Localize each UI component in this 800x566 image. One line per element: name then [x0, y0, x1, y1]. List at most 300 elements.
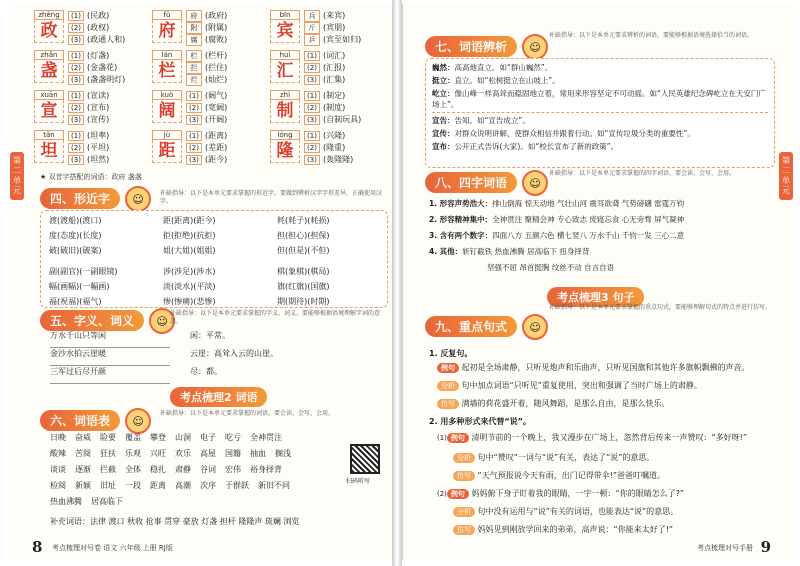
s7-term: 宣告：: [432, 116, 455, 125]
s7-term: 巍然：: [432, 63, 455, 72]
char-word: (差距): [205, 143, 228, 152]
left-page: [10, 4, 393, 560]
s7-row: [432, 141, 768, 152]
char-word: (栏杆): [205, 51, 228, 60]
char-word-row: [186, 90, 227, 101]
s5-list: [50, 330, 386, 384]
s6-row: [50, 464, 340, 480]
s4-item: 副(副官)(一副眼镜): [49, 267, 118, 276]
s6-word: 居高临下: [91, 497, 123, 506]
char-card: [152, 50, 266, 88]
char-word-row: [186, 34, 227, 46]
char-word-row: [186, 142, 227, 153]
char-card: [34, 50, 148, 88]
char-word: (宾至如归): [323, 35, 362, 44]
s7-header: [425, 34, 548, 60]
char-word-row: [186, 22, 227, 34]
s9-1-example-text: 起初是全场肃静，只听见炮声和乐曲声，只听见国旗和其他许多旗帜飘拂的声音。: [461, 363, 750, 372]
s4-item: 淡(淡水)(平淡): [163, 282, 216, 291]
char-card: [34, 90, 148, 128]
s6-word: 稳扎: [150, 465, 166, 474]
s5-phrase: 三军过后尽开颜: [50, 366, 170, 384]
right-footer: 考点梳理对号手册: [697, 544, 753, 552]
char-word-row: [304, 62, 345, 73]
s6-extra: 补充词语：法律 渡口 秋收 抢事 贯穿 豪放 灯盏 担杆 隆隆声 斑斓 浏览: [50, 517, 300, 526]
right-page: [402, 4, 793, 560]
s6-list: [50, 432, 340, 512]
char-form: (1): [186, 131, 202, 141]
char-glyph: 隆: [270, 140, 300, 163]
char-word-row: [68, 154, 109, 165]
s8-category: 2. 形容精神集中：: [429, 215, 493, 224]
char-form: (1): [304, 91, 320, 101]
char-pinyin: xuān: [34, 90, 64, 100]
s6-row: [50, 480, 340, 496]
s4-item: 涉(涉足)(涉水): [163, 267, 216, 276]
s5-guide: 补缺指导：以下是本单元要求掌握的字义、词义。要能够根据语境理解字词的意思。: [170, 310, 381, 325]
s6-word: 抽血: [250, 449, 266, 458]
s6-word: 一段: [125, 481, 141, 490]
char-glyph: 坦: [34, 140, 64, 163]
s6-word: 高屋: [200, 449, 216, 458]
char-word-row: [68, 34, 125, 45]
s7-box: [425, 58, 775, 168]
tag-example: 例句: [437, 363, 459, 373]
char-form: (2): [304, 103, 320, 113]
s9-2a-imitate-text: “天气预报说今天有雨，出门记得带伞!”爸爸叮嘱道。: [477, 471, 666, 480]
mascot-icon: ☺: [125, 408, 151, 434]
s4-guide: 补缺指导：以下是本单元要求掌握的形近字。要做到辨析汉字字形差异，正确使用汉字。: [160, 190, 383, 205]
char-word: (制定): [323, 91, 346, 100]
s7-guide: 补缺指导：以下是本单元要求辨析的词语，要能够根据语境选择恰当的词语。: [549, 32, 754, 39]
s6-word: 检阅: [50, 481, 66, 490]
s8-row: [429, 244, 777, 260]
char-form: 附: [186, 22, 202, 34]
s5-phrase: 万水千山只等闲: [50, 330, 170, 348]
char-card: [152, 130, 266, 168]
s4-box: [40, 210, 388, 308]
s5-title: 五、字义、词义: [40, 310, 144, 331]
s7-title: 七、词语辨析: [425, 36, 517, 57]
char-form: (1): [68, 131, 84, 141]
char-word: (政通人和): [87, 35, 126, 44]
s7-row: [432, 128, 768, 139]
s6-word: 乐观: [125, 449, 141, 458]
mascot-icon: ☺: [522, 314, 548, 340]
s8-words: 全神贯注 聚精会神 专心致志 废寝忘食 心无旁骛 屏气凝神: [492, 215, 685, 224]
s6-word: 距离: [150, 481, 166, 490]
mascot-icon: ☺: [522, 34, 548, 60]
s6-word: 于群跃: [225, 481, 249, 490]
char-word: (腐败): [205, 35, 228, 44]
s8-words: 坚强不屈 昂首挺胸 纹丝不动 自言自语: [487, 263, 615, 272]
char-glyph: 府: [152, 20, 182, 43]
s9-2b-analysis: [453, 506, 777, 517]
s7-def: 像山峰一样高耸而稳固地立着，常用来形容坚定不可动摇。如“人民英雄纪念碑屹立在天安门广场上”。: [432, 89, 766, 109]
s4-item: 担(担心)(担保): [277, 231, 330, 240]
char-form: (3): [304, 75, 320, 85]
char-glyph: 盏: [34, 60, 64, 83]
char-glyph: 宾: [270, 20, 300, 43]
char-word: (距离): [205, 131, 228, 140]
char-word: (拦住): [205, 63, 228, 72]
s9-2-title: 2. 用多种形式来代替“说”。: [429, 417, 531, 426]
char-word-row: [68, 50, 109, 61]
s8-row: [429, 196, 777, 212]
char-card: [270, 10, 384, 48]
char-word: (制度): [323, 103, 346, 112]
tag-imitate: 仿写: [453, 471, 475, 481]
s7-def: 对群众说明讲解，使群众相信并跟着行动。如“宣传垃圾分类的重要性”。: [454, 129, 695, 138]
char-word: (平坦): [87, 143, 110, 152]
char-word-row: [304, 102, 345, 113]
char-word: (距今): [205, 155, 228, 164]
char-word-row: [304, 10, 345, 22]
char-word-row: [186, 130, 227, 141]
kp2-title: 考点梳理2 词语: [170, 387, 267, 407]
char-glyph: 制: [270, 100, 300, 123]
s7-term: 宣传：: [432, 129, 455, 138]
s6-row: [50, 432, 340, 448]
left-side-tab: 第二单元: [10, 152, 24, 200]
char-word: (开阔): [205, 115, 228, 124]
char-pinyin: zhì: [270, 90, 300, 100]
s6-word: 吃亏: [225, 433, 241, 442]
char-word-row: [68, 90, 109, 101]
s6-word: 谷词: [200, 465, 216, 474]
char-form: (3): [68, 155, 84, 165]
char-form: 兵: [304, 10, 320, 22]
s8-guide: 补缺指导：以下是本单元要求掌握的四字词语，要会读、会写、会用。: [549, 170, 736, 177]
char-form: (2): [68, 63, 84, 73]
s6-word: 奋威: [75, 433, 91, 442]
char-glyph: 宣: [34, 100, 64, 123]
char-pinyin: fǔ: [152, 10, 182, 20]
char-pinyin: bīn: [270, 10, 300, 20]
s8-list: [429, 196, 777, 276]
s6-word: 险要: [100, 433, 116, 442]
s6-word: 攀登: [150, 433, 166, 442]
s8-row: [429, 260, 777, 276]
left-footer: 考点梳理对号卷 语文 六年级 上册 RJ版: [52, 544, 173, 552]
s5-row: [50, 348, 386, 366]
s6-word: 拦截: [100, 465, 116, 474]
s4-item: 旗(红旗)(国旗): [277, 282, 330, 291]
char-form: 斤: [304, 22, 320, 34]
s4-item: 姐(大姐)(姐姐): [163, 246, 216, 255]
s6-word: 肃静: [175, 465, 191, 474]
s9-1-title: 1. 反复句。: [429, 349, 473, 358]
char-glyph: 阔: [152, 100, 182, 123]
s6-word: 宏伟: [225, 465, 241, 474]
s7-row: [432, 75, 768, 86]
s4-item: 幅(画幅)(一幅画): [49, 282, 110, 291]
char-word-row: [68, 102, 109, 113]
s6-word: 次序: [200, 481, 216, 490]
tag-imitate: 仿写: [437, 399, 459, 409]
char-word-row: [304, 154, 353, 165]
char-pinyin: tǎn: [34, 130, 64, 140]
s7-def: 告知。如“宣告成立”。: [454, 116, 530, 125]
s7-list: [426, 59, 774, 157]
s6-word: 旧址: [100, 481, 116, 490]
s9-1-analysis-text: 句中加点词语“只听见”重复使用，突出和强调了当时广场上的肃静。: [461, 381, 702, 390]
char-word-row: [304, 142, 345, 153]
s6-word: 谈谈: [50, 465, 66, 474]
char-form: (2): [304, 63, 320, 73]
s4-header: [40, 186, 151, 212]
char-word: (词汇): [323, 51, 346, 60]
char-word-row: [186, 154, 227, 165]
char-word: (坦率): [87, 131, 110, 140]
gutter: [392, 0, 402, 566]
s6-header: [40, 408, 151, 434]
char-form: (2): [68, 143, 84, 153]
char-form: (2): [68, 23, 84, 33]
char-word: (宣传): [87, 115, 110, 124]
s4-item: 拒(拒绝)(抗拒): [163, 231, 216, 240]
s7-def: 高高地直立。如“群山巍然”。: [454, 63, 553, 72]
s7-term: 屹立：: [432, 89, 455, 98]
char-word-row: [68, 74, 125, 85]
tag-analysis: 分析: [453, 507, 475, 517]
s6-word: 覆盖: [125, 433, 141, 442]
mascot-icon: ☺: [149, 308, 175, 334]
s6-word: 苦阅: [75, 449, 91, 458]
char-word: (宣布): [87, 103, 110, 112]
s6-word: 高潮: [175, 481, 191, 490]
s9-2b-analysis-text: 句中没有运用与“说”有关的词语，也能表达“说”的意思。: [477, 507, 679, 516]
char-form: (1): [68, 11, 84, 21]
qr-label: 扫码听写: [346, 478, 371, 485]
char-form: (3): [68, 75, 84, 85]
char-word: (自制玩具): [323, 115, 362, 124]
s4-item: 破(破旧)(破案): [49, 246, 102, 255]
kp2-banner: [170, 386, 267, 407]
char-word-row: [304, 130, 345, 141]
kp3-title: 考点梳理3 句子: [547, 287, 644, 307]
s8-category: 3. 含有两个数字：: [429, 231, 493, 240]
char-form: (3): [68, 35, 84, 45]
s6-word: 裕身择背: [250, 465, 282, 474]
s5-row: [50, 366, 386, 384]
char-word-row: [304, 90, 345, 101]
s9-2b-example-text: 妈妈俯下身子盯着我的眼睛，一字一顿：“你的眼睛怎么了?”: [471, 489, 685, 498]
char-form: 乒: [304, 34, 320, 46]
s4-item: 耗(耗子)(耗损): [277, 216, 330, 225]
s6-title: 六、词语表: [40, 410, 120, 431]
s9-2a-example: (1) 例句 清明节前的一个晚上，我又漫步在广场上，忽然背后传来一声赞叹：“多好呀!”: [437, 433, 747, 442]
s6-word: 搁浅: [275, 449, 291, 458]
char-pinyin: lán: [152, 50, 182, 60]
char-form: (2): [186, 103, 202, 113]
s9-2b-imitate-text: 妈妈见到刚放学回来的弟弟，高声说：“你能来太好了!”: [477, 525, 674, 534]
char-word: (宾朋): [323, 23, 346, 32]
char-pinyin: zhǎn: [34, 50, 64, 60]
s7-row: [432, 62, 768, 73]
char-card: [270, 90, 384, 128]
char-glyph: 政: [34, 20, 64, 43]
char-word: (轰隆隆): [323, 155, 354, 164]
s7-def: 公开正式告诉(大家)。如“校长宣布了新的政策”。: [454, 142, 619, 151]
char-form: 拦: [186, 62, 202, 74]
s6-word: 全神贯注: [250, 433, 282, 442]
mascot-icon: ☺: [522, 170, 548, 196]
s5-meaning: 云崖：高耸入云的山崖。: [190, 349, 278, 358]
s8-words: 四面八方 五颜六色 横七竖八 万水千山 千钧一发 三心二意: [492, 231, 685, 240]
char-grid: [34, 10, 386, 168]
s6-word: 欢乐: [175, 449, 191, 458]
s9-1-imitate-text: 满墙的荷花盛开着，随风舞蹈，是那么自由，是那么快乐。: [461, 399, 670, 408]
tag-example: 例句: [447, 489, 469, 499]
char-card: [270, 130, 384, 168]
s9-2a-example-text: 清明节前的一个晚上，我又漫步在广场上，忽然背后传来一声赞叹：“多好呀!”: [471, 433, 747, 442]
s9-1-example: [437, 362, 777, 373]
char-card: [34, 10, 148, 48]
char-word-row: [304, 114, 361, 125]
s9-1-imitate: [437, 398, 777, 409]
s6-word: 山洞: [175, 433, 191, 442]
qr-code[interactable]: [350, 444, 380, 474]
s7-term: 挺立：: [432, 76, 455, 85]
char-form: (1): [186, 91, 202, 101]
char-card: [152, 10, 266, 48]
char-word: (宽阔): [205, 103, 228, 112]
s9-2a-imitate: [453, 470, 777, 481]
char-pinyin: huì: [270, 50, 300, 60]
easy-mistake-note: ★ 双音字搭配的词语：政府 盏盏: [40, 173, 142, 181]
char-form: (2): [186, 143, 202, 153]
char-word: (政府): [205, 11, 228, 20]
s7-term: 宣布：: [432, 142, 455, 151]
char-word-row: [304, 34, 361, 46]
char-word-row: [186, 102, 227, 113]
char-word: (来宾): [323, 11, 346, 20]
char-form: (1): [304, 51, 320, 61]
char-word: (汇集): [323, 75, 346, 84]
s4-item: 但(但是)(不但): [277, 246, 330, 255]
s4-item: 渡(渡船)(渡口): [49, 216, 102, 225]
s4-item: 福(祝福)(福气): [49, 297, 102, 306]
s4-title: 四、形近字: [40, 188, 120, 209]
char-form: 栏: [186, 50, 202, 62]
tag-analysis: 分析: [453, 453, 475, 463]
s6-word: 酸辣: [50, 449, 66, 458]
char-word-row: [68, 62, 117, 73]
char-form: (1): [304, 131, 320, 141]
tag-example: 例句: [447, 433, 469, 443]
char-word: (附属): [205, 23, 228, 32]
s9-2a-analysis-text: 句中“赞叹”一词与“说”有关，表达了“说”的意思。: [477, 453, 655, 462]
s6-word: 国籍: [225, 449, 241, 458]
right-side-tab: 第二单元: [779, 152, 793, 200]
s5-phrase: 金沙水拍云崖暖: [50, 348, 170, 366]
tag-analysis: 分析: [437, 381, 459, 391]
char-glyph: 距: [152, 140, 182, 163]
s5-row: [50, 330, 386, 348]
char-word: (民政): [87, 11, 110, 20]
s9-title: 九、重点句式: [425, 316, 517, 337]
char-form: (3): [186, 115, 202, 125]
char-pinyin: jù: [152, 130, 182, 140]
mascot-icon: ☺: [125, 186, 151, 212]
char-form: (3): [186, 155, 202, 165]
char-word: (灿烂): [205, 75, 228, 84]
s4-item: 度(态度)(长度): [49, 231, 102, 240]
s8-category: 4. 其他：: [429, 247, 463, 256]
char-form: 烂: [186, 74, 202, 86]
s6-word: 热血沸腾: [50, 497, 82, 506]
char-form: (3): [304, 115, 320, 125]
s8-row: [429, 228, 777, 244]
s8-words: 斩钉截铁 热血沸腾 居高临下 扭身择背: [462, 247, 590, 256]
char-form: 腐: [186, 34, 202, 46]
s8-title: 八、四字词语: [425, 172, 517, 193]
s4-item: 棋(象棋)(棋局): [277, 267, 330, 276]
char-word-row: [304, 22, 345, 34]
char-card: [152, 90, 266, 128]
s4-item: 惨(惨痛)(悲惨): [163, 297, 216, 306]
char-form: (2): [68, 103, 84, 113]
s6-word: 新颖: [75, 481, 91, 490]
char-word-row: [186, 50, 227, 62]
char-form: 府: [186, 10, 202, 22]
char-word: (金盏花): [87, 63, 118, 72]
char-word-row: [68, 22, 109, 33]
char-card: [270, 50, 384, 88]
s6-word: 电子: [200, 433, 216, 442]
s8-header: [425, 170, 548, 196]
char-form: (1): [68, 91, 84, 101]
char-word-row: [186, 74, 227, 86]
char-form: (3): [68, 115, 84, 125]
tag-imitate: 仿写: [453, 525, 475, 535]
s7-row: [432, 88, 768, 110]
char-glyph: 汇: [270, 60, 300, 83]
char-word-row: [68, 130, 109, 141]
left-page-number: 8: [32, 538, 43, 556]
char-form: (3): [304, 155, 320, 165]
s6-word: 新旧不同: [258, 481, 290, 490]
s4-item: 距(距离)(距今): [163, 216, 216, 225]
s6-guide: 补缺指导：以下是本单元要求掌握的词语，要会读、会写、会用。: [160, 410, 335, 417]
s7-row: [432, 112, 768, 126]
char-word-row: [304, 50, 345, 61]
char-word: (汇报): [323, 63, 346, 72]
s6-word: 逐渐: [75, 465, 91, 474]
s4-item: 期(期待)(时期): [277, 297, 330, 306]
s6-word: 日晚: [50, 433, 66, 442]
char-form: (1): [68, 51, 84, 61]
char-word: (阔气): [205, 91, 228, 100]
char-word: (坦然): [87, 155, 110, 164]
s5-meaning: 尽：都。: [190, 367, 222, 376]
s8-category: 1. 形容声势浩大：: [429, 199, 493, 208]
char-word-row: [68, 142, 109, 153]
s9-guide: 补缺指导：以下是本单元要求掌握的重点句式，要能够理解句式的特点并进行仿写。: [549, 304, 772, 311]
s9-1-analysis: [437, 380, 777, 391]
char-word: (政权): [87, 23, 110, 32]
s6-row: [50, 448, 340, 464]
char-word: (盏盏明灯): [87, 75, 126, 84]
char-word-row: [186, 10, 227, 22]
char-form: (2): [304, 143, 320, 153]
char-word-row: [186, 62, 227, 74]
s6-word: 狂扶: [100, 449, 116, 458]
right-page-number: 9: [760, 538, 771, 556]
s6-word: 全体: [125, 465, 141, 474]
char-pinyin: lóng: [270, 130, 300, 140]
